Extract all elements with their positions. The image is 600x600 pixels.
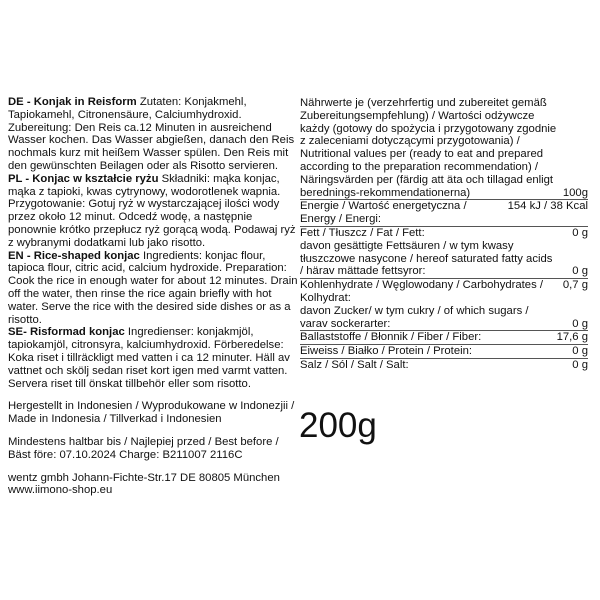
website-link: www.iimono-shop.eu	[8, 484, 113, 497]
nutrient-label: Ballaststoffe / Błonnik / Fiber / Fiber:	[300, 331, 482, 344]
origin-text: Hergestellt in Indonesien / Wyprodukowane w Indonezjii / Made in Indonesia / Tillverkad i Indonesien	[8, 400, 295, 426]
nutrient-value: 154 kJ / 38 Kcal	[507, 200, 588, 213]
se-title: SE- Risformad konjac	[8, 326, 125, 339]
nutrient-label: davon Zucker/ w tym cukry / of which sugars / varav sockerarter:	[300, 304, 529, 330]
nutrition-row-sugars	[300, 305, 588, 332]
product-description	[8, 96, 298, 497]
se-text: Ingredienser: konjakmjöl, tapiokamjöl, citronsyra, kalciumhydroxid. Förberedelse: Koka riset i tillräckligt med vatten i ca 12 minuter. Häll av vattnet och skölj sedan riset kort igen med varmt vatten. Servera riset till önskat tillbehör eller som risotto.	[8, 326, 290, 390]
nutrition-row-saturated-fat	[300, 240, 588, 279]
description-se	[8, 326, 298, 390]
nutrient-value: 0 g	[572, 226, 588, 239]
nutrition-row-carbohydrates	[300, 279, 588, 305]
nutrition-row-energy	[300, 200, 588, 227]
nutrient-label: Fett / Tłuszcz / Fat / Fett:	[300, 226, 425, 239]
nutrition-row-fat	[300, 227, 588, 240]
pl-title: PL - Konjac w kształcie ryżu	[8, 172, 159, 185]
company-address: wentz gmbh Johann-Fichte-Str.17 DE 80805 München	[8, 471, 280, 484]
nutrition-header-value: 100g	[562, 186, 588, 199]
en-title: EN - Rice-shaped konjac	[8, 249, 140, 262]
pl-text: Składniki: mąka konjac, mąka z tapioki, kwas cytrynowy, wodorotlenek wapnia. Przygotowanie: Gotuj ryż w wystarczającej ilości wody przez około 12 minut. Odcedź wodę, a następnie ponownie krótko przepłucz ryż gorącą wodą. Podawaj ryż z wybranymi dodatkami lub jako risotto.	[8, 172, 296, 249]
nutrition-row-fiber	[300, 331, 588, 345]
nutrient-value: 0,7 g	[562, 279, 588, 292]
nutrition-header-label: Nährwerte je (verzehrfertig und zubereitet gemäß Zubereitungsempfehlung) / Wartości odżywcze każdy (gotowy do spożycia i przygotowany zgodnie z zaleceniami dotyczącymi przygotowania) / Nutritional values per (ready to eat and prepared according to the preparation recommendation) / Näringsvärden per (färdig att äta och tillagad enligt berednings-rekommendationerna)	[300, 97, 557, 199]
net-weight: 200g	[299, 406, 377, 445]
de-title: DE - Konjak in Reisform	[8, 96, 137, 108]
en-text: Ingredients: konjac flour, tapioca flour, citric acid, calcium hydroxide. Preparation: Cook the rice in enough water for about 12 minutes. Drain off the water, then rinse the rice again briefly with hot water. Serve the rice with the desired side dishes or as a risotto.	[8, 249, 298, 326]
description-en	[8, 250, 298, 327]
best-before-text: Mindestens haltbar bis / Najlepiej przed / Best before / Bäst före: 07.10.2024 Charge: B211007 2116C	[8, 435, 279, 461]
nutrient-label: Eiweiss / Białko / Protein / Protein:	[300, 345, 473, 358]
nutrition-header	[300, 97, 588, 200]
nutrient-label: Energie / Wartość energetyczna / Energy / Energi:	[300, 200, 467, 226]
nutrition-row-protein	[300, 345, 588, 359]
nutrient-value: 0 g	[572, 317, 588, 330]
de-text: Zutaten: Konjakmehl, Tapiokamehl, Citronensäure, Calciumhydroxid. Zubereitung: Den Reis ca.12 Minuten in ausreichend Wasser kochen. Das Wasser abgießen, danach den Reis nochmals kurz mit heißem Wasser spülen. Den Reis mit den gewünschten Beilagen oder als Risotto servieren.	[8, 96, 295, 172]
nutrient-label: davon gesättigte Fettsäuren / w tym kwasy tłuszczowe nasycone / hereof saturated fatty acids / härav mättade fettsyror:	[300, 239, 553, 278]
nutrient-label: Salz / Sól / Salt / Salt:	[300, 358, 409, 371]
description-pl	[8, 173, 298, 250]
nutrient-value: 0 g	[572, 358, 588, 371]
nutrient-value: 0 g	[572, 345, 588, 358]
nutrition-row-salt	[300, 359, 588, 372]
nutrition-table	[300, 97, 588, 372]
nutrient-value: 17,6 g	[556, 331, 588, 344]
description-de	[8, 96, 298, 173]
nutrient-label: Kohlenhydrate / Węglowodany / Carbohydrates / Kolhydrat:	[300, 279, 544, 304]
nutrient-value: 0 g	[572, 265, 588, 278]
